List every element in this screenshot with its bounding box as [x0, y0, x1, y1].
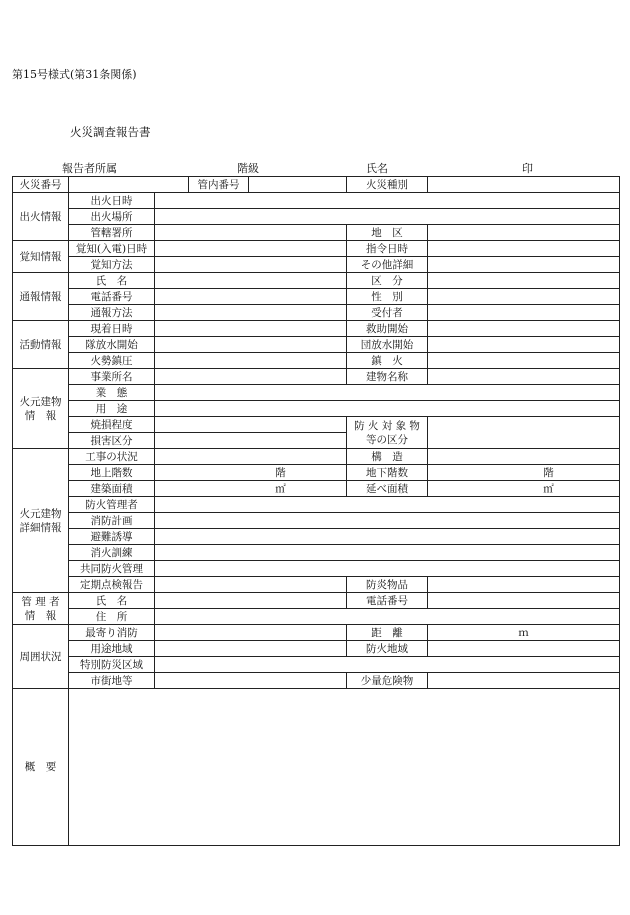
suppressed-label: 火勢鎮圧 — [69, 353, 155, 369]
rescue-value[interactable] — [428, 321, 620, 337]
station-label: 管轄署所 — [69, 225, 155, 241]
business-type-value[interactable] — [155, 385, 620, 401]
small-hazard-value[interactable] — [428, 673, 620, 689]
special-zone-value[interactable] — [155, 657, 620, 673]
other-details-value[interactable] — [428, 257, 620, 273]
squad-water-label: 隊放水開始 — [69, 337, 155, 353]
report-category: 通報情報 — [13, 273, 69, 321]
activity-category: 活動情報 — [13, 321, 69, 369]
report-method-value[interactable] — [155, 305, 347, 321]
fire-place-label: 出火場所 — [69, 209, 155, 225]
zoning-value[interactable] — [155, 641, 347, 657]
building-name-label: 建物名称 — [347, 369, 428, 385]
report-form-table — [12, 176, 620, 846]
rescue-label: 救助開始 — [347, 321, 428, 337]
order-time-value[interactable] — [428, 241, 620, 257]
evacuation-label: 避難誘導 — [69, 529, 155, 545]
reporter-division-value[interactable] — [428, 273, 620, 289]
fire-object-value[interactable] — [428, 417, 620, 449]
fire-time-label: 出火日時 — [69, 193, 155, 209]
drill-value[interactable] — [155, 545, 620, 561]
distance-label: 距 離 — [347, 625, 428, 641]
document-title: 火災調査報告書 — [70, 125, 151, 139]
jurisdiction-number-value[interactable] — [249, 177, 347, 193]
station-value[interactable] — [155, 225, 347, 241]
header-name: 氏名 — [366, 162, 388, 175]
manager-category: 管 理 者 情 報 — [13, 593, 69, 625]
manager-address-label: 住 所 — [69, 609, 155, 625]
fire-place-value[interactable] — [155, 209, 620, 225]
building-area-value[interactable] — [155, 481, 347, 497]
business-name-value[interactable] — [155, 369, 347, 385]
order-time-label: 指令日時 — [347, 241, 428, 257]
flame-retardant-label: 防炎物品 — [347, 577, 428, 593]
recognition-method-value[interactable] — [155, 257, 347, 273]
urban-area-label: 市街地等 — [69, 673, 155, 689]
building-area-unit: ㎡ — [275, 482, 286, 495]
reporter-name-label: 氏 名 — [69, 273, 155, 289]
row-fire-number — [13, 177, 620, 193]
evacuation-value[interactable] — [155, 529, 620, 545]
periodic-report-value[interactable] — [155, 577, 347, 593]
nearest-station-label: 最寄り消防 — [69, 625, 155, 641]
flame-retardant-value[interactable] — [428, 577, 620, 593]
summary-label: 概 要 — [13, 689, 69, 846]
nearest-station-value[interactable] — [155, 625, 347, 641]
corps-water-label: 団放水開始 — [347, 337, 428, 353]
jurisdiction-number-label: 管内番号 — [189, 177, 249, 193]
summary-value[interactable] — [69, 689, 620, 846]
building-name-value[interactable] — [428, 369, 620, 385]
building-area-label: 建築面積 — [69, 481, 155, 497]
floors-above-label: 地上階数 — [69, 465, 155, 481]
report-method-label: 通報方法 — [69, 305, 155, 321]
damage-class-label: 損害区分 — [69, 433, 155, 449]
header-rank: 階級 — [237, 162, 259, 175]
zoning-label: 用途地域 — [69, 641, 155, 657]
squad-water-value[interactable] — [155, 337, 347, 353]
structure-value[interactable] — [428, 449, 620, 465]
use-value[interactable] — [155, 401, 620, 417]
floors-below-label: 地下階数 — [347, 465, 428, 481]
fire-object-label: 防 火 対 象 物 等の区分 — [347, 417, 428, 449]
drill-label: 消火訓練 — [69, 545, 155, 561]
fire-time-value[interactable] — [155, 193, 620, 209]
structure-label: 構 造 — [347, 449, 428, 465]
business-name-label: 事業所名 — [69, 369, 155, 385]
fire-type-value[interactable] — [428, 177, 620, 193]
phone-label: 電話番号 — [69, 289, 155, 305]
receiver-value[interactable] — [428, 305, 620, 321]
business-type-label: 業 態 — [69, 385, 155, 401]
total-area-label: 延べ面積 — [347, 481, 428, 497]
reporter-division-label: 区 分 — [347, 273, 428, 289]
building-category: 火元建物 情 報 — [13, 369, 69, 449]
header-seal: 印 — [522, 162, 533, 175]
manager-address-value[interactable] — [155, 609, 620, 625]
building-detail-category: 火元建物 詳細情報 — [13, 449, 69, 593]
fire-type-label: 火災種別 — [347, 177, 428, 193]
urban-area-value[interactable] — [155, 673, 347, 689]
recognition-category: 覚知情報 — [13, 241, 69, 273]
header-affiliation: 報告者所属 — [62, 162, 117, 175]
fire-manager-value[interactable] — [155, 497, 620, 513]
damage-degree-value[interactable] — [155, 417, 347, 433]
fire-zone-label: 防火地域 — [347, 641, 428, 657]
fire-plan-label: 消防計画 — [69, 513, 155, 529]
gender-label: 性 別 — [347, 289, 428, 305]
total-area-value[interactable] — [428, 481, 620, 497]
fire-info-category: 出火情報 — [13, 193, 69, 241]
area-label: 地 区 — [347, 225, 428, 241]
construction-value[interactable] — [155, 449, 347, 465]
reporter-name-value[interactable] — [155, 273, 347, 289]
floors-below-unit: 階 — [543, 466, 554, 479]
manager-phone-label: 電話番号 — [347, 593, 428, 609]
corps-water-value[interactable] — [428, 337, 620, 353]
arrival-label: 現着日時 — [69, 321, 155, 337]
fire-plan-value[interactable] — [155, 513, 620, 529]
distance-value[interactable] — [428, 625, 620, 641]
gender-value[interactable] — [428, 289, 620, 305]
floors-above-value[interactable] — [155, 465, 347, 481]
surroundings-category: 周囲状況 — [13, 625, 69, 689]
floors-above-unit: 階 — [275, 466, 286, 479]
floors-below-value[interactable] — [428, 465, 620, 481]
other-details-label: その他詳細 — [347, 257, 428, 273]
construction-label: 工事の状況 — [69, 449, 155, 465]
joint-manager-value[interactable] — [155, 561, 620, 577]
manager-name-value[interactable] — [155, 593, 347, 609]
manager-phone-value[interactable] — [428, 593, 620, 609]
extinguished-label: 鎮 火 — [347, 353, 428, 369]
area-value[interactable] — [428, 225, 620, 241]
extinguished-value[interactable] — [428, 353, 620, 369]
fire-number-label: 火災番号 — [13, 177, 69, 193]
recognition-method-label: 覚知方法 — [69, 257, 155, 273]
joint-manager-label: 共同防火管理 — [69, 561, 155, 577]
suppressed-value[interactable] — [155, 353, 347, 369]
use-label: 用 途 — [69, 401, 155, 417]
distance-unit: ｍ — [518, 626, 529, 639]
damage-degree-label: 焼損程度 — [69, 417, 155, 433]
periodic-report-label: 定期点検報告 — [69, 577, 155, 593]
fire-number-value[interactable] — [69, 177, 189, 193]
fire-zone-value[interactable] — [428, 641, 620, 657]
manager-name-label: 氏 名 — [69, 593, 155, 609]
small-hazard-label: 少量危険物 — [347, 673, 428, 689]
recognition-time-label: 覚知(入電)日時 — [69, 241, 155, 257]
receiver-label: 受付者 — [347, 305, 428, 321]
special-zone-label: 特別防災区域 — [69, 657, 155, 673]
form-number: 第15号様式(第31条関係) — [12, 68, 137, 81]
damage-class-value[interactable] — [155, 433, 347, 449]
fire-manager-label: 防火管理者 — [69, 497, 155, 513]
total-area-unit: ㎡ — [543, 482, 554, 495]
recognition-time-value[interactable] — [155, 241, 347, 257]
arrival-value[interactable] — [155, 321, 347, 337]
phone-value[interactable] — [155, 289, 347, 305]
